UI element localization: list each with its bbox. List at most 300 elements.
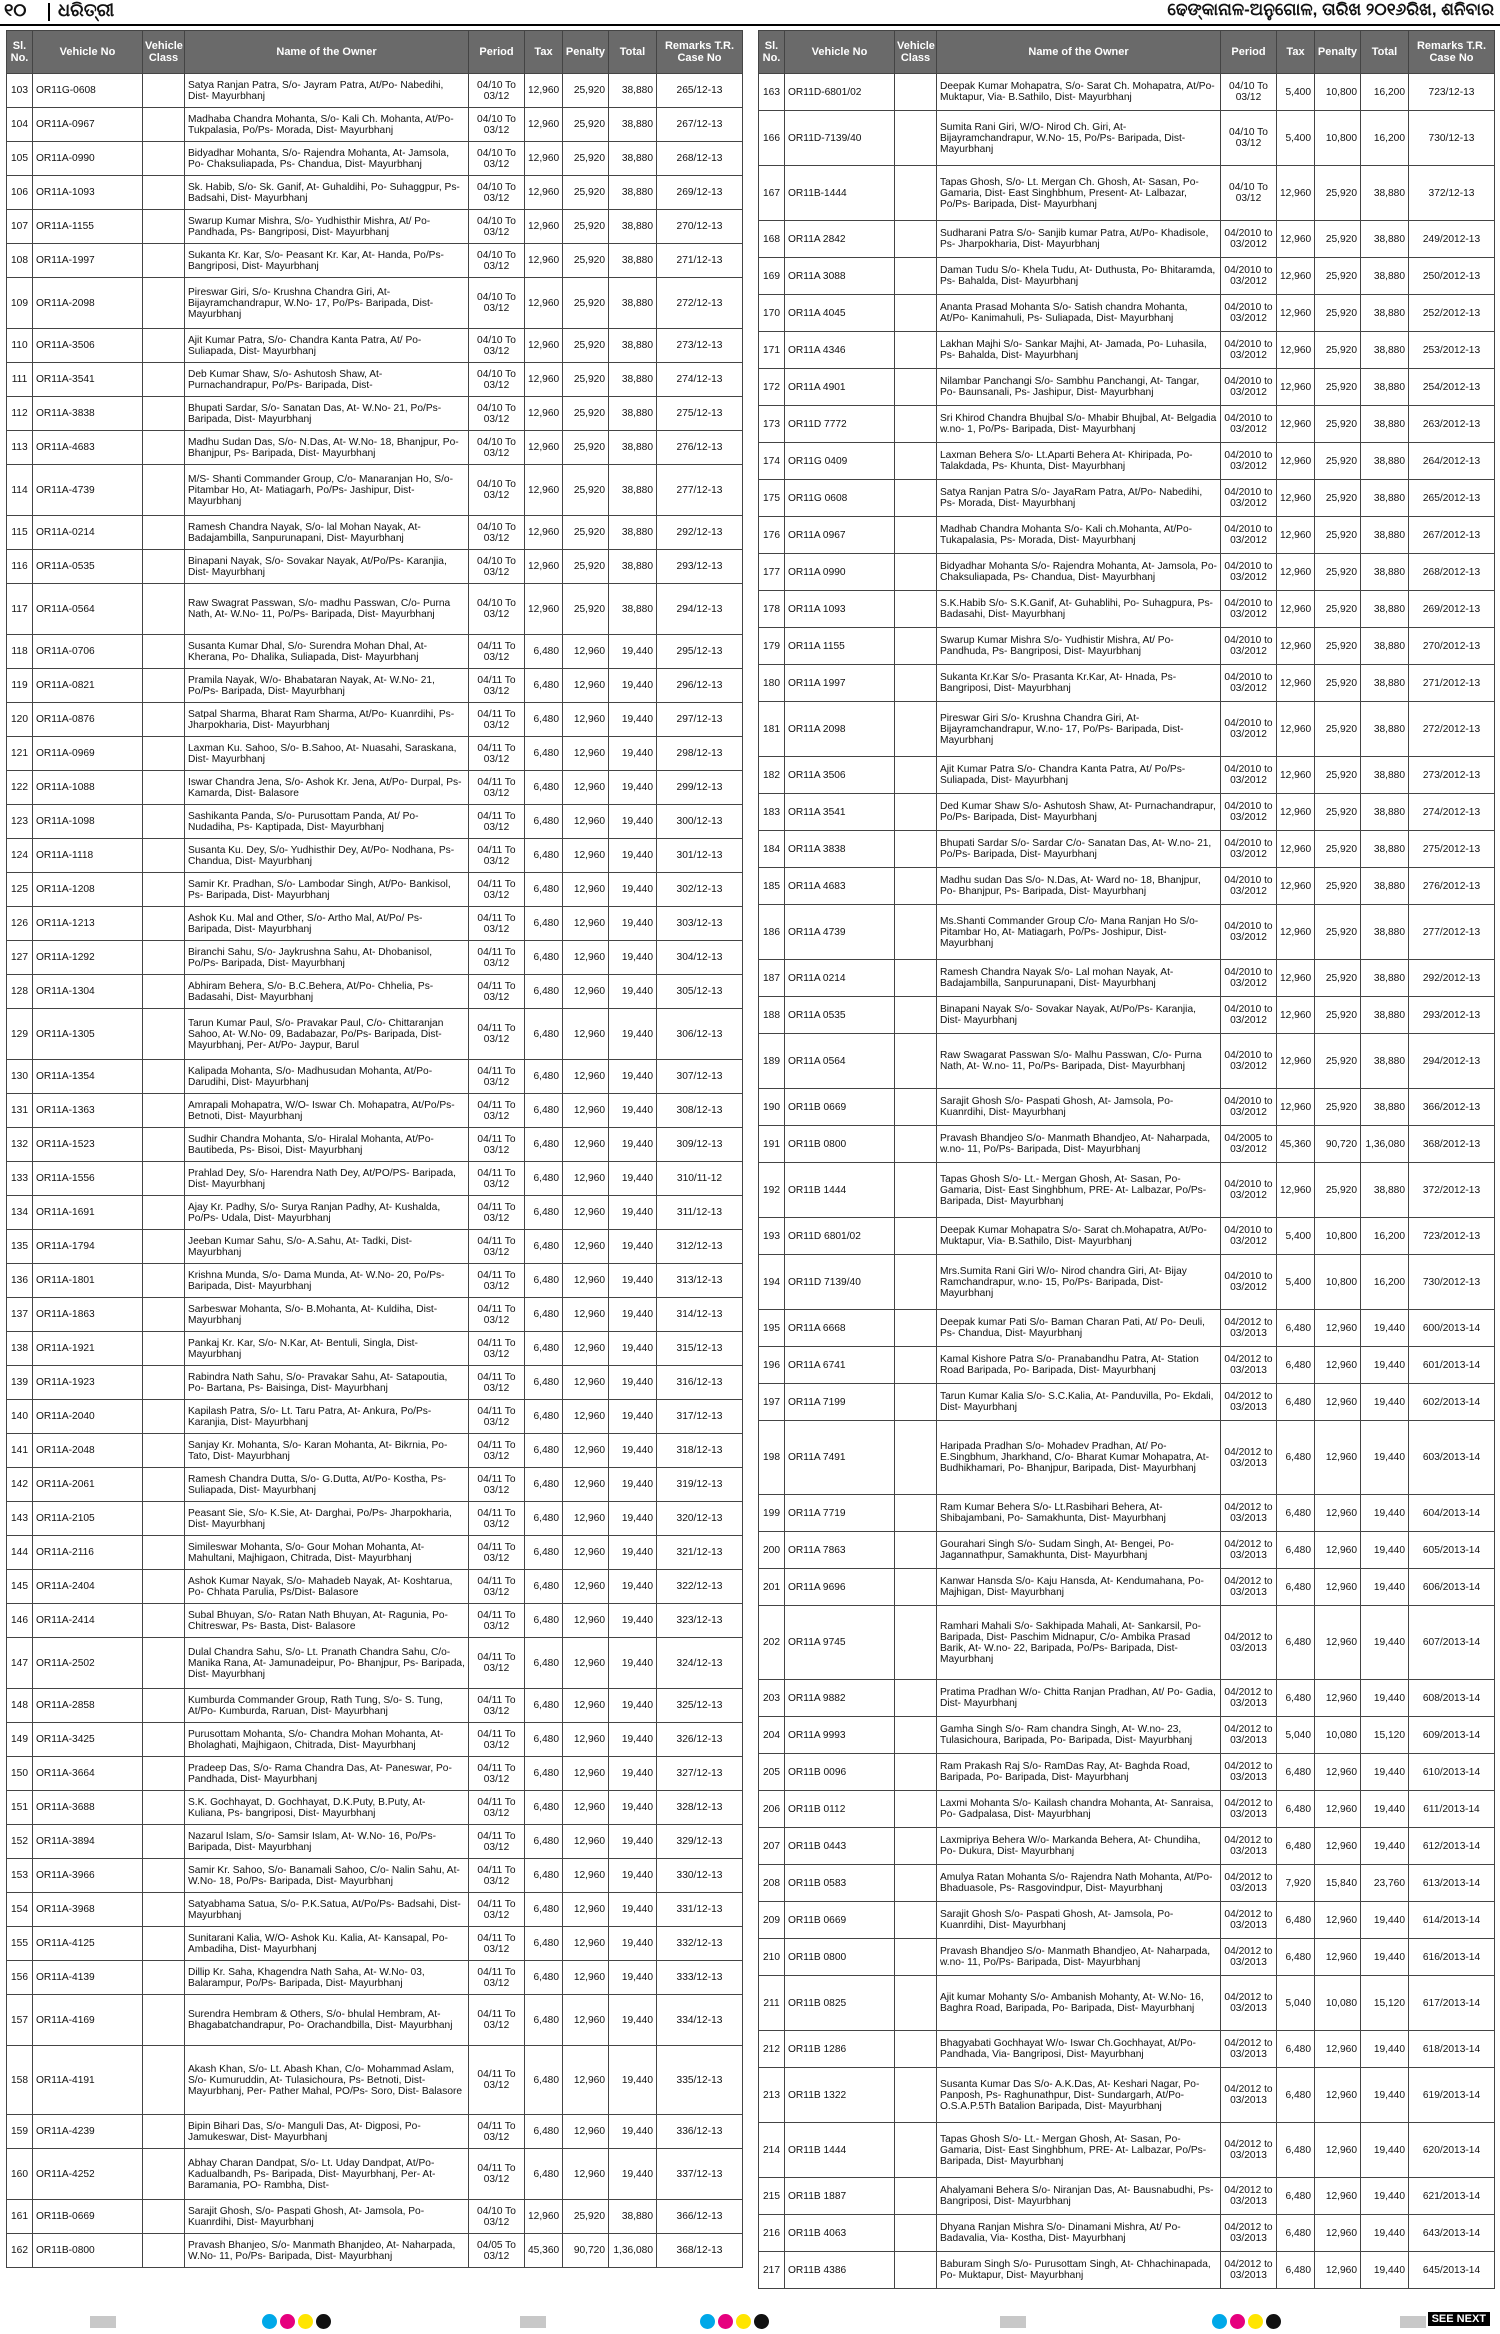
owner-name-cell: Abhiram Behera, S/o- B.C.Behera, At/Po- Chhelia, Ps- Badasahi, Dist- Mayurbhanj [185, 975, 469, 1009]
sl-cell: 169 [759, 258, 785, 295]
tax-cell: 6,480 [1277, 1828, 1315, 1865]
period-cell: 04/11 To 03/12 [469, 635, 525, 669]
owner-name-cell: Lakhan Majhi S/o- Sankar Majhi, At- Jamada, Po- Luhasila, Ps- Bahalda, Dist- Mayurbhanj [937, 332, 1221, 369]
vehicle-no-cell: OR11B 1322 [785, 2068, 895, 2123]
case-no-cell: 253/2012-13 [1409, 332, 1495, 369]
penalty-cell: 25,920 [1315, 295, 1361, 332]
case-no-cell: 270/12-13 [657, 210, 743, 244]
tax-cell: 12,960 [525, 329, 563, 363]
owner-name-cell: Ram Prakash Raj S/o- RamDas Ray, At- Baghda Road, Baripada, Po- Baripada, Dist- Mayurbhanj [937, 1754, 1221, 1791]
table-row [7, 2149, 743, 2200]
sl-cell: 134 [7, 1196, 33, 1230]
vehicle-class-cell [895, 1791, 937, 1828]
table-row [759, 111, 1495, 166]
owner-name-cell: Susanta Kumar Dhal, S/o- Surendra Mohan Dhal, At- Kherana, Po- Dhalika, Suliapada, Dist- Mayurbhanj [185, 635, 469, 669]
owner-name-cell: Madhab Chandra Mohanta S/o- Kali ch.Mohanta, At/Po- Tukapalasia, Ps- Morada, Dist- Mayurbhanj [937, 517, 1221, 554]
tax-cell: 12,960 [525, 142, 563, 176]
period-cell: 04/11 To 03/12 [469, 1757, 525, 1791]
vehicle-no-cell: OR11A-1155 [33, 210, 143, 244]
period-cell: 04/11 To 03/12 [469, 1570, 525, 1604]
case-no-cell: 300/12-13 [657, 805, 743, 839]
owner-name-cell: Sudharani Patra S/o- Sanjib kumar Patra, At/Po- Khadisole, Ps- Jharpokharia, Dist- Mayurbhanj [937, 221, 1221, 258]
owner-name-cell: Madhaba Chandra Mohanta, S/o- Kali Ch. Mohanta, At/Po- Tukpalasia, Po/Ps- Morada, Dist- Mayurbhanj [185, 108, 469, 142]
vehicle-class-cell [895, 2068, 937, 2123]
table-row [759, 831, 1495, 868]
tax-cell: 6,480 [525, 1927, 563, 1961]
table-row [759, 997, 1495, 1034]
tax-cell: 6,480 [1277, 1754, 1315, 1791]
table-row [7, 397, 743, 431]
penalty-cell: 25,920 [1315, 517, 1361, 554]
case-no-cell: 610/2013-14 [1409, 1754, 1495, 1791]
owner-name-cell: Satya Ranjan Patra, S/o- Jayram Patra, At/Po- Nabedihi, Dist- Mayurbhanj [185, 74, 469, 108]
vehicle-class-cell [895, 1310, 937, 1347]
penalty-cell: 12,960 [563, 1689, 609, 1723]
owner-name-cell: Kamal Kishore Patra S/o- Pranabandhu Patra, At- Station Road Baripada, Po- Baripada, Dist- Mayurbhanj [937, 1347, 1221, 1384]
tax-cell: 6,480 [1277, 1532, 1315, 1569]
vehicle-no-cell: OR11A-2116 [33, 1536, 143, 1570]
vehicle-class-cell [143, 1162, 185, 1196]
total-cell: 19,440 [1361, 2123, 1409, 2178]
vehicle-no-cell: OR11A-1921 [33, 1332, 143, 1366]
vehicle-class-cell [895, 1902, 937, 1939]
penalty-cell: 12,960 [563, 1995, 609, 2046]
penalty-cell: 25,920 [563, 329, 609, 363]
case-no-cell: 318/12-13 [657, 1434, 743, 1468]
owner-name-cell: Kapilash Patra, S/o- Lt. Taru Patra, At- Ankura, Po/Ps- Karanjia, Dist- Mayurbhanj [185, 1400, 469, 1434]
table-row [7, 1468, 743, 1502]
vehicle-no-cell: OR11A-1363 [33, 1094, 143, 1128]
table-row [759, 628, 1495, 665]
table-row [759, 554, 1495, 591]
case-no-cell: 643/2013-14 [1409, 2215, 1495, 2252]
tax-cell: 12,960 [1277, 369, 1315, 406]
owner-name-cell: Sanjay Kr. Mohanta, S/o- Karan Mohanta, At- Bikrnia, Po- Tato, Dist- Mayurbhanj [185, 1434, 469, 1468]
period-cell: 04/2010 to 03/2012 [1221, 332, 1277, 369]
owner-name-cell: Madhu Sudan Das, S/o- N.Das, At- W.No- 18, Bhanjpur, Po- Bhanjpur, Ps- Baripada, Dist- Mayurbhanj [185, 431, 469, 465]
penalty-cell: 25,920 [563, 2200, 609, 2234]
vehicle-class-cell [895, 1865, 937, 1902]
sl-cell: 152 [7, 1825, 33, 1859]
tax-cell: 12,960 [1277, 332, 1315, 369]
owner-name-cell: Sarajit Ghosh S/o- Paspati Ghosh, At- Jamsola, Po- Kuanrdihi, Dist- Mayurbhanj [937, 1902, 1221, 1939]
period-cell: 04/11 To 03/12 [469, 1927, 525, 1961]
page-number: ୧୦ [4, 0, 27, 20]
tax-cell: 6,480 [525, 1791, 563, 1825]
penalty-cell: 15,840 [1315, 1865, 1361, 1902]
vehicle-no-cell: OR11A-1088 [33, 771, 143, 805]
period-cell: 04/11 To 03/12 [469, 1536, 525, 1570]
period-cell: 04/11 To 03/12 [469, 1332, 525, 1366]
table-row [759, 794, 1495, 831]
penalty-cell: 12,960 [563, 839, 609, 873]
total-cell: 38,880 [1361, 406, 1409, 443]
case-no-cell: 319/12-13 [657, 1468, 743, 1502]
case-no-cell: 265/12-13 [657, 74, 743, 108]
table-row [7, 975, 743, 1009]
vehicle-class-cell [143, 516, 185, 550]
owner-name-cell: Pratima Pradhan W/o- Chitta Ranjan Pradhan, At/ Po- Gadia, Dist- Mayurbhanj [937, 1680, 1221, 1717]
penalty-cell: 25,920 [1315, 443, 1361, 480]
period-cell: 04/11 To 03/12 [469, 941, 525, 975]
left-table [6, 30, 743, 2268]
period-cell: 04/2010 to 03/2012 [1221, 1089, 1277, 1126]
vehicle-class-cell [143, 1570, 185, 1604]
penalty-cell: 25,920 [1315, 997, 1361, 1034]
vehicle-no-cell: OR11A-0564 [33, 584, 143, 635]
column-header: Name of the Owner [937, 31, 1221, 74]
case-no-cell: 602/2013-14 [1409, 1384, 1495, 1421]
penalty-cell: 10,800 [1315, 111, 1361, 166]
owner-name-cell: Tarun Kumar Kalia S/o- S.C.Kalia, At- Panduvilla, Po- Ekdali, Dist- Mayurbhanj [937, 1384, 1221, 1421]
sl-cell: 136 [7, 1264, 33, 1298]
vehicle-class-cell [143, 1723, 185, 1757]
total-cell: 38,880 [609, 397, 657, 431]
vehicle-no-cell: OR11A 4739 [785, 905, 895, 960]
total-cell: 16,200 [1361, 74, 1409, 111]
sl-cell: 105 [7, 142, 33, 176]
case-no-cell: 298/12-13 [657, 737, 743, 771]
total-cell: 19,440 [1361, 1421, 1409, 1495]
vehicle-no-cell: OR11D-6801/02 [785, 74, 895, 111]
total-cell: 19,440 [609, 2149, 657, 2200]
case-no-cell: 273/12-13 [657, 329, 743, 363]
total-cell: 19,440 [1361, 2252, 1409, 2289]
vehicle-no-cell: OR11A-3838 [33, 397, 143, 431]
table-row [7, 1757, 743, 1791]
table-row [7, 1298, 743, 1332]
owner-name-cell: Haripada Pradhan S/o- Mohadev Pradhan, At/ Po- E.Singbhum, Jharkhand, C/o- Bharat Kumar Mohapatra, At- Budhikhamari, Po- Bhanjpur, Baripada, Dist- Mayurbhanj [937, 1421, 1221, 1495]
vehicle-no-cell: OR11A-4125 [33, 1927, 143, 1961]
vehicle-class-cell [143, 2200, 185, 2234]
penalty-cell: 12,960 [563, 2149, 609, 2200]
owner-name-cell: Pireswar Giri, S/o- Krushna Chandra Giri, At- Bijayramchandrapur, W.No- 17, Po/Ps- Baripada, Dist- Mayurbhanj [185, 278, 469, 329]
penalty-cell: 12,960 [563, 1128, 609, 1162]
registration-mark [90, 2316, 116, 2328]
sl-cell: 181 [759, 702, 785, 757]
period-cell: 04/2010 to 03/2012 [1221, 960, 1277, 997]
vehicle-no-cell: OR11D 6801/02 [785, 1218, 895, 1255]
period-cell: 04/11 To 03/12 [469, 975, 525, 1009]
sl-cell: 190 [759, 1089, 785, 1126]
vehicle-class-cell [895, 757, 937, 794]
case-no-cell: 271/2012-13 [1409, 665, 1495, 702]
table-row [759, 406, 1495, 443]
tax-cell: 12,960 [525, 431, 563, 465]
vehicle-class-cell [895, 831, 937, 868]
color-registration-dots [1212, 2314, 1281, 2330]
table-row [7, 1961, 743, 1995]
sl-cell: 117 [7, 584, 33, 635]
period-cell: 04/11 To 03/12 [469, 1196, 525, 1230]
case-no-cell: 332/12-13 [657, 1927, 743, 1961]
total-cell: 38,880 [1361, 757, 1409, 794]
vehicle-class-cell [895, 2215, 937, 2252]
table-row [7, 1434, 743, 1468]
vehicle-class-cell [895, 1495, 937, 1532]
period-cell: 04/11 To 03/12 [469, 737, 525, 771]
table-row [7, 1366, 743, 1400]
vehicle-no-cell: OR11A-2502 [33, 1638, 143, 1689]
table-row [759, 1347, 1495, 1384]
period-cell: 04/05 To 03/12 [469, 2234, 525, 2268]
tax-cell: 6,480 [1277, 1606, 1315, 1680]
vehicle-class-cell [143, 431, 185, 465]
column-header: Vehicle No [33, 31, 143, 74]
penalty-cell: 25,920 [1315, 868, 1361, 905]
sl-cell: 120 [7, 703, 33, 737]
yellow-dot [736, 2314, 751, 2329]
owner-name-cell: Gamha Singh S/o- Ram chandra Singh, At- W.no- 23, Tulasichoura, Baripada, Po- Baripada, Dist- Mayurbhanj [937, 1717, 1221, 1754]
total-cell: 19,440 [1361, 1347, 1409, 1384]
tax-cell: 6,480 [525, 1264, 563, 1298]
vehicle-no-cell: OR11A 2098 [785, 702, 895, 757]
period-cell: 04/11 To 03/12 [469, 1638, 525, 1689]
table-row [7, 737, 743, 771]
period-cell: 04/10 To 03/12 [469, 74, 525, 108]
sl-cell: 148 [7, 1689, 33, 1723]
period-cell: 04/2010 to 03/2012 [1221, 517, 1277, 554]
period-cell: 04/11 To 03/12 [469, 771, 525, 805]
sl-cell: 118 [7, 635, 33, 669]
sl-cell: 172 [759, 369, 785, 406]
total-cell: 38,880 [1361, 831, 1409, 868]
case-no-cell: 723/2012-13 [1409, 1218, 1495, 1255]
vehicle-no-cell: OR11A-1997 [33, 244, 143, 278]
vehicle-no-cell: OR11A 0967 [785, 517, 895, 554]
total-cell: 38,880 [1361, 1089, 1409, 1126]
table-row [7, 1570, 743, 1604]
table-row [7, 771, 743, 805]
case-no-cell: 322/12-13 [657, 1570, 743, 1604]
penalty-cell: 12,960 [563, 1927, 609, 1961]
case-no-cell: 295/12-13 [657, 635, 743, 669]
total-cell: 19,440 [1361, 1532, 1409, 1569]
vehicle-class-cell [895, 1680, 937, 1717]
sl-cell: 186 [759, 905, 785, 960]
penalty-cell: 25,920 [1315, 905, 1361, 960]
table-row [7, 1859, 743, 1893]
sl-cell: 213 [759, 2068, 785, 2123]
vehicle-no-cell: OR11A-2098 [33, 278, 143, 329]
column-header: Remarks T.R. Case No [1409, 31, 1495, 74]
penalty-cell: 12,960 [1315, 2215, 1361, 2252]
vehicle-no-cell: OR11A 0990 [785, 554, 895, 591]
owner-name-cell: S.K. Gochhayat, D. Gochhayat, D.K.Puty, B.Puty, At- Kuliana, Ps- bangriposi, Dist- Mayurbhanj [185, 1791, 469, 1825]
total-cell: 19,440 [609, 1961, 657, 1995]
period-cell: 04/11 To 03/12 [469, 873, 525, 907]
tax-cell: 6,480 [525, 703, 563, 737]
owner-name-cell: Prahlad Dey, S/o- Harendra Nath Dey, At/PO/PS- Baripada, Dist- Mayurbhanj [185, 1162, 469, 1196]
total-cell: 19,440 [1361, 1495, 1409, 1532]
period-cell: 04/2010 to 03/2012 [1221, 1218, 1277, 1255]
tax-cell: 45,360 [1277, 1126, 1315, 1163]
owner-name-cell: Bhupati Sardar S/o- Sardar C/o- Sanatan Das, At- W.no- 21, Po/Ps- Baripada, Dist- Mayurbhanj [937, 831, 1221, 868]
owner-name-cell: Tapas Ghosh S/o- Lt.- Mergan Ghosh, At- Sasan, Po- Gamaria, Dist- East Singhbhum, PRE- At- Lalbazar, Po/Ps- Baripada, Dist- Mayurbhanj [937, 2123, 1221, 2178]
tax-cell: 6,480 [525, 1009, 563, 1060]
case-no-cell: 323/12-13 [657, 1604, 743, 1638]
total-cell: 15,120 [1361, 1717, 1409, 1754]
total-cell: 19,440 [1361, 1680, 1409, 1717]
sl-cell: 211 [759, 1976, 785, 2031]
tax-cell: 12,960 [1277, 628, 1315, 665]
sl-cell: 126 [7, 907, 33, 941]
owner-name-cell: Ramesh Chandra Nayak, S/o- lal Mohan Nayak, At- Badajambilla, Sanpurunapani, Dist- Mayurbhanj [185, 516, 469, 550]
tax-cell: 6,480 [1277, 2123, 1315, 2178]
penalty-cell: 25,920 [1315, 702, 1361, 757]
vehicle-class-cell [143, 1298, 185, 1332]
period-cell: 04/2010 to 03/2012 [1221, 406, 1277, 443]
vehicle-no-cell: OR11B 0583 [785, 1865, 895, 1902]
vehicle-no-cell: OR11B 4386 [785, 2252, 895, 2289]
case-no-cell: 601/2013-14 [1409, 1347, 1495, 1384]
period-cell: 04/2012 to 03/2013 [1221, 1680, 1277, 1717]
period-cell: 04/10 To 03/12 [469, 397, 525, 431]
sl-cell: 193 [759, 1218, 785, 1255]
owner-name-cell: Amrapali Mohapatra, W/O- Iswar Ch. Mohapatra, At/Po/Ps- Betnoti, Dist- Mayurbhanj [185, 1094, 469, 1128]
total-cell: 19,440 [609, 635, 657, 669]
table-row [759, 2031, 1495, 2068]
tax-cell: 7,920 [1277, 1865, 1315, 1902]
tax-cell: 6,480 [1277, 1680, 1315, 1717]
total-cell: 16,200 [1361, 1218, 1409, 1255]
period-cell: 04/2010 to 03/2012 [1221, 443, 1277, 480]
total-cell: 38,880 [609, 516, 657, 550]
penalty-cell: 12,960 [1315, 1569, 1361, 1606]
owner-name-cell: Ramhari Mahali S/o- Sakhipada Mahali, At- Sankarsil, Po- Baripada, Dist- Paschim Midnapur, C/o- Ambika Prasad Barik, At- W.no- 22, Baripada, Po/Ps- Baripada, Dist- Mayurbhanj [937, 1606, 1221, 1680]
sl-cell: 202 [759, 1606, 785, 1680]
total-cell: 38,880 [609, 142, 657, 176]
sl-cell: 133 [7, 1162, 33, 1196]
sl-cell: 161 [7, 2200, 33, 2234]
penalty-cell: 12,960 [563, 941, 609, 975]
owner-name-cell: Ramesh Chandra Nayak S/o- Lal mohan Nayak, At- Badajambilla, Sanpurunapani, Dist- Mayurbhanj [937, 960, 1221, 997]
case-no-cell: 293/2012-13 [1409, 997, 1495, 1034]
vehicle-class-cell [143, 1927, 185, 1961]
vehicle-class-cell [143, 975, 185, 1009]
vehicle-class-cell [143, 1757, 185, 1791]
table-row [759, 1939, 1495, 1976]
case-no-cell: 304/12-13 [657, 941, 743, 975]
vehicle-class-cell [143, 805, 185, 839]
table-row [759, 1865, 1495, 1902]
penalty-cell: 25,920 [1315, 960, 1361, 997]
case-no-cell: 292/12-13 [657, 516, 743, 550]
table-row [7, 1094, 743, 1128]
owner-name-cell: Sumita Rani Giri, W/O- Nirod Ch. Giri, At- Bijayramchandrapur, W.No- 15, Po/Ps- Baripada, Dist- Mayurbhanj [937, 111, 1221, 166]
tax-cell: 12,960 [525, 244, 563, 278]
owner-name-cell: Ashok Ku. Mal and Other, S/o- Artho Mal, At/Po/ Ps- Baripada, Dist- Mayurbhanj [185, 907, 469, 941]
penalty-cell: 12,960 [563, 1536, 609, 1570]
case-no-cell: 311/12-13 [657, 1196, 743, 1230]
total-cell: 38,880 [609, 363, 657, 397]
left-table-body [7, 74, 743, 2268]
tax-cell: 6,480 [525, 1995, 563, 2046]
period-cell: 04/2012 to 03/2013 [1221, 2178, 1277, 2215]
period-cell: 04/2012 to 03/2013 [1221, 1347, 1277, 1384]
table-row [7, 516, 743, 550]
vehicle-class-cell [895, 591, 937, 628]
penalty-cell: 25,920 [563, 210, 609, 244]
vehicle-no-cell: OR11B 4063 [785, 2215, 895, 2252]
vehicle-no-cell: OR11A-1523 [33, 1128, 143, 1162]
owner-name-cell: S.K.Habib S/o- S.K.Ganif, At- Guhablihi, Po- Suhagpura, Ps- Badasahi, Dist- Mayurbhanj [937, 591, 1221, 628]
color-registration-dots [700, 2314, 769, 2330]
tax-cell: 6,480 [525, 1825, 563, 1859]
tax-cell: 6,480 [525, 1094, 563, 1128]
period-cell: 04/10 To 03/12 [1221, 111, 1277, 166]
column-header: Sl. No. [7, 31, 33, 74]
table-row [7, 1723, 743, 1757]
owner-name-cell: Pankaj Kr. Kar, S/o- N.Kar, At- Bentuli, Singla, Dist- Mayurbhanj [185, 1332, 469, 1366]
owner-name-cell: Iswar Chandra Jena, S/o- Ashok Kr. Jena, At/Po- Durpal, Ps- Kamarda, Dist- Balasore [185, 771, 469, 805]
table-row [759, 1034, 1495, 1089]
case-no-cell: 614/2013-14 [1409, 1902, 1495, 1939]
vehicle-class-cell [895, 554, 937, 591]
penalty-cell: 12,960 [563, 1196, 609, 1230]
tax-cell: 12,960 [1277, 1089, 1315, 1126]
penalty-cell: 12,960 [1315, 2031, 1361, 2068]
total-cell: 19,440 [1361, 1384, 1409, 1421]
table-row [759, 1532, 1495, 1569]
total-cell: 19,440 [609, 1689, 657, 1723]
period-cell: 04/2010 to 03/2012 [1221, 868, 1277, 905]
period-cell: 04/11 To 03/12 [469, 1995, 525, 2046]
total-cell: 19,440 [609, 1128, 657, 1162]
vehicle-class-cell [143, 584, 185, 635]
period-cell: 04/11 To 03/12 [469, 1468, 525, 1502]
vehicle-class-cell [143, 210, 185, 244]
table-row [7, 1689, 743, 1723]
owner-name-cell: Satya Ranjan Patra S/o- JayaRam Patra, At/Po- Nabedihi, Ps- Morada, Dist- Mayurbhanj [937, 480, 1221, 517]
tax-cell: 12,960 [1277, 665, 1315, 702]
case-no-cell: 618/2013-14 [1409, 2031, 1495, 2068]
penalty-cell: 12,960 [1315, 1421, 1361, 1495]
table-row [759, 2252, 1495, 2289]
total-cell: 15,120 [1361, 1976, 1409, 2031]
table-row [7, 941, 743, 975]
vehicle-class-cell [895, 1421, 937, 1495]
sl-cell: 130 [7, 1060, 33, 1094]
owner-name-cell: Deb Kumar Shaw, S/o- Ashutosh Shaw, At- Purnachandrapur, Po/Ps- Baripada, Dist- [185, 363, 469, 397]
total-cell: 38,880 [1361, 1163, 1409, 1218]
vehicle-no-cell: OR11A-1304 [33, 975, 143, 1009]
vehicle-no-cell: OR11A-0821 [33, 669, 143, 703]
case-no-cell: 303/12-13 [657, 907, 743, 941]
penalty-cell: 25,920 [563, 363, 609, 397]
period-cell: 04/10 To 03/12 [469, 108, 525, 142]
table-row [759, 443, 1495, 480]
case-no-cell: 274/12-13 [657, 363, 743, 397]
period-cell: 04/2012 to 03/2013 [1221, 1495, 1277, 1532]
vehicle-class-cell [143, 1230, 185, 1264]
penalty-cell: 12,960 [1315, 2178, 1361, 2215]
period-cell: 04/11 To 03/12 [469, 1723, 525, 1757]
vehicle-no-cell: OR11A 3541 [785, 794, 895, 831]
owner-name-cell: Ananta Prasad Mohanta S/o- Satish chandra Mohanta, At/Po- Kanimahuli, Ps- Suliapada, Dist- Mayurbhanj [937, 295, 1221, 332]
case-no-cell: 331/12-13 [657, 1893, 743, 1927]
owner-name-cell: Ram Kumar Behera S/o- Lt.Rasbihari Behera, At- Shibajambani, Po- Samakhunta, Dist- Mayurbhanj [937, 1495, 1221, 1532]
owner-name-cell: Binapani Nayak S/o- Sovakar Nayak, At/Po/Ps- Karanjia, Dist- Mayurbhanj [937, 997, 1221, 1034]
penalty-cell: 12,960 [563, 1400, 609, 1434]
penalty-cell: 90,720 [1315, 1126, 1361, 1163]
sl-cell: 149 [7, 1723, 33, 1757]
table-row [759, 2178, 1495, 2215]
case-no-cell: 305/12-13 [657, 975, 743, 1009]
tax-cell: 6,480 [525, 1893, 563, 1927]
period-cell: 04/11 To 03/12 [469, 1128, 525, 1162]
table-row [759, 1495, 1495, 1532]
